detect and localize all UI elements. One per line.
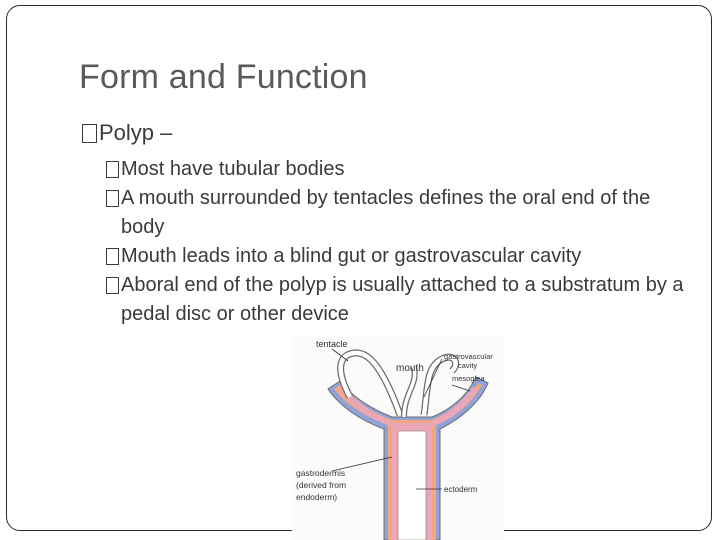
slide-title: Form and Function [79, 58, 368, 96]
label-mesoglea: mesoglea [452, 374, 485, 383]
bullet-text: A mouth surrounded by tentacles defines the oral end of the body [121, 187, 651, 238]
bullet-list [82, 120, 692, 329]
label-derived-from: (derived from [296, 480, 347, 490]
bullet-polyp [82, 120, 692, 146]
label-cavity: cavity [458, 361, 478, 370]
label-tentacle: tentacle [316, 339, 348, 349]
label-mouth: mouth [396, 363, 424, 374]
bullet-text: Most have tubular bodies [121, 158, 345, 180]
bullet-box-icon [106, 277, 119, 294]
bullet-tubular-bodies [106, 155, 692, 184]
bullet-box-icon [106, 190, 119, 207]
label-gastrovascular: gastrovascular [444, 352, 493, 361]
label-endoderm: endoderm) [296, 492, 338, 502]
bullet-text: Polyp – [99, 120, 173, 145]
bullet-box-icon [106, 161, 119, 178]
bullet-blind-gut [106, 242, 692, 271]
polyp-diagram-svg [292, 337, 504, 540]
leader-mesoglea [452, 385, 470, 391]
polyp-diagram [292, 337, 504, 540]
bullet-box-icon [82, 124, 97, 143]
bullet-text: Mouth leads into a blind gut or gastrovascular cavity [121, 245, 582, 267]
bullet-aboral-end [106, 271, 692, 329]
tentacle-mid-inner [404, 367, 415, 417]
bullet-text: Aboral end of the polyp is usually attached to a substratum by a pedal disc or other device [121, 274, 684, 325]
gastrovascular-cavity [398, 431, 426, 540]
bullet-mouth-tentacles [106, 184, 692, 242]
bullet-box-icon [106, 248, 119, 265]
label-gastrodermis: gastrodermis [296, 468, 346, 478]
label-ectoderm: ectoderm [444, 485, 478, 494]
